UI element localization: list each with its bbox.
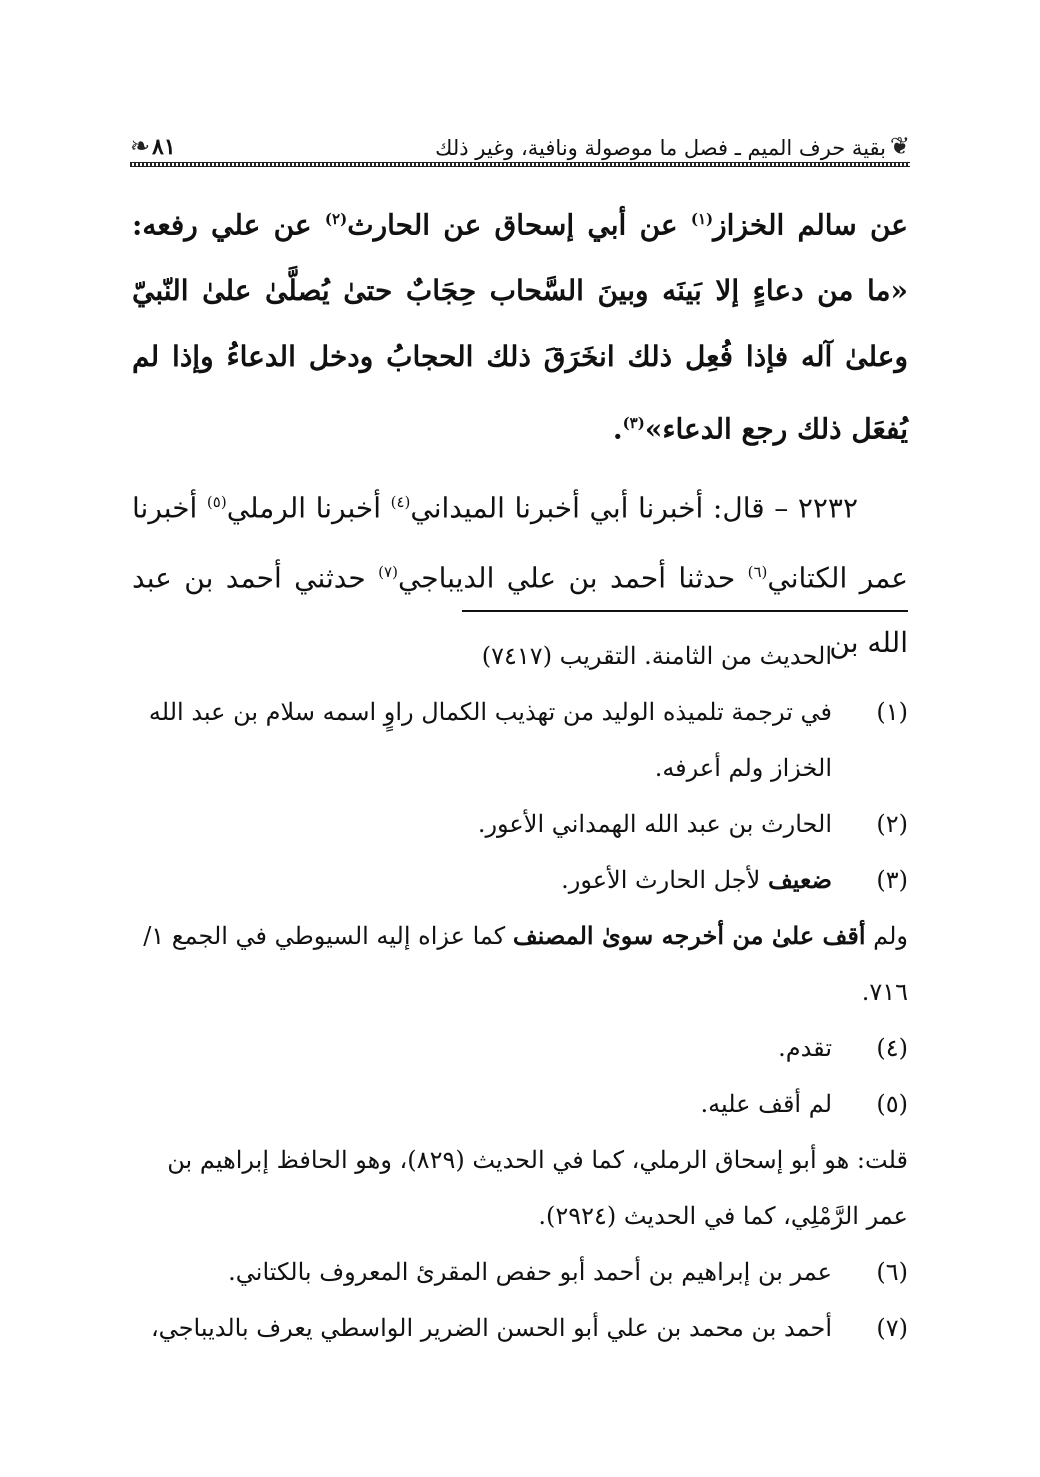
footnote-marker[interactable]: (٥)	[206, 493, 227, 511]
footnote-7: (٧) أحمد بن محمد بن علي أبو الحسن الضرير الواسطي يعرف بالديباجي،	[132, 1300, 908, 1356]
footnote-number: (١)	[876, 698, 908, 726]
footnote-number: (٣)	[876, 866, 908, 894]
footnote-4: (٤) تقدم.	[132, 1020, 908, 1076]
footnote-6: (٦) عمر بن إبراهيم بن أحمد أبو حفص المقرئ المعروف بالكتاني.	[132, 1244, 908, 1300]
footnote-marker[interactable]: (٢)	[324, 210, 348, 228]
running-header	[130, 132, 910, 172]
footnote-number: (٥)	[876, 1090, 908, 1118]
footnote-3: (٣) ضعيف لأجل الحارث الأعور.	[132, 852, 908, 908]
footnote-1: (١) في ترجمة تلميذه الوليد من تهذيب الكمال راوٍ اسمه سلام بن عبد الله الخزاز ولم أعرفه.	[132, 684, 908, 796]
header-rule	[130, 162, 910, 167]
footnote-2: (٢) الحارث بن عبد الله الهمداني الأعور.	[132, 796, 908, 852]
footnote-carryover: الحديث من الثامنة. التقريب (٧٤١٧)	[481, 642, 832, 670]
footnotes	[132, 628, 908, 1356]
ornament-icon: ❧	[130, 132, 151, 160]
footnote-number: (٦)	[876, 1258, 908, 1286]
footnote-marker[interactable]: (٣)	[622, 414, 645, 433]
footnote-number: (٤)	[876, 1034, 908, 1062]
footnote-marker[interactable]: (١)	[690, 210, 714, 228]
footnote-5: (٥) لم أقف عليه.	[132, 1076, 908, 1132]
footnote-marker[interactable]: (٦)	[747, 563, 768, 582]
footnote-marker[interactable]: (٤)	[390, 493, 411, 511]
hadith-text: عن سالم الخزاز$^{(١)}$ عن أبي إسحاق عن الحارث$^{(٢)}$ عن علي رفعه: «ما من دعاءٍ إلا بَينَه وبينَ السَّحاب حِجَابٌ حتىٰ يُصلَّىٰ علىٰ النّبيّ وعلىٰ آله فإذا فُعِل ذلك انخَرَقَ ذلك الحجابُ ودخل الدعاءُ وإذا لم يُفعَل ذلك رجع الدعاء»$^{(٣)}$.	[132, 208, 909, 446]
page-number: ٨١	[152, 134, 176, 160]
header-title: بقية حرف الميم ـ فصل ما موصولة ونافية، وغير ذلك	[435, 136, 886, 160]
footnote-5-paragraph: قلت: هو أبو إسحاق الرملي، كما في الحديث (٨٢٩)، وهو الحافظ إبراهيم بن عمر الرَّمْلِي، كما في الحديث (٢٩٢٤).	[167, 1146, 908, 1230]
hadith-2232: ٢٢٣٢ – قال: أخبرنا أبي أخبرنا الميداني$^{(٤)}$ أخبرنا الرملي$^{(٥)}$ أخبرنا عمر الكتاني$^{(٦)}$ حدثنا أحمد بن علي الديباجي$^{(٧)}$ حدثني أحمد بن عبد الله بن	[132, 491, 908, 659]
footnote-marker[interactable]: (٧)	[378, 563, 398, 582]
footnote-3-paragraph: ولم أقف علىٰ من أخرجه سوىٰ المصنف كما عزاه إليه السيوطي في الجمع ١/ ٧١٦.	[143, 921, 908, 1006]
footnote-number: (٢)	[876, 810, 908, 838]
footnote-separator	[462, 610, 908, 612]
ornament-icon: ❦	[889, 132, 910, 160]
footnote-number: (٧)	[876, 1314, 908, 1342]
